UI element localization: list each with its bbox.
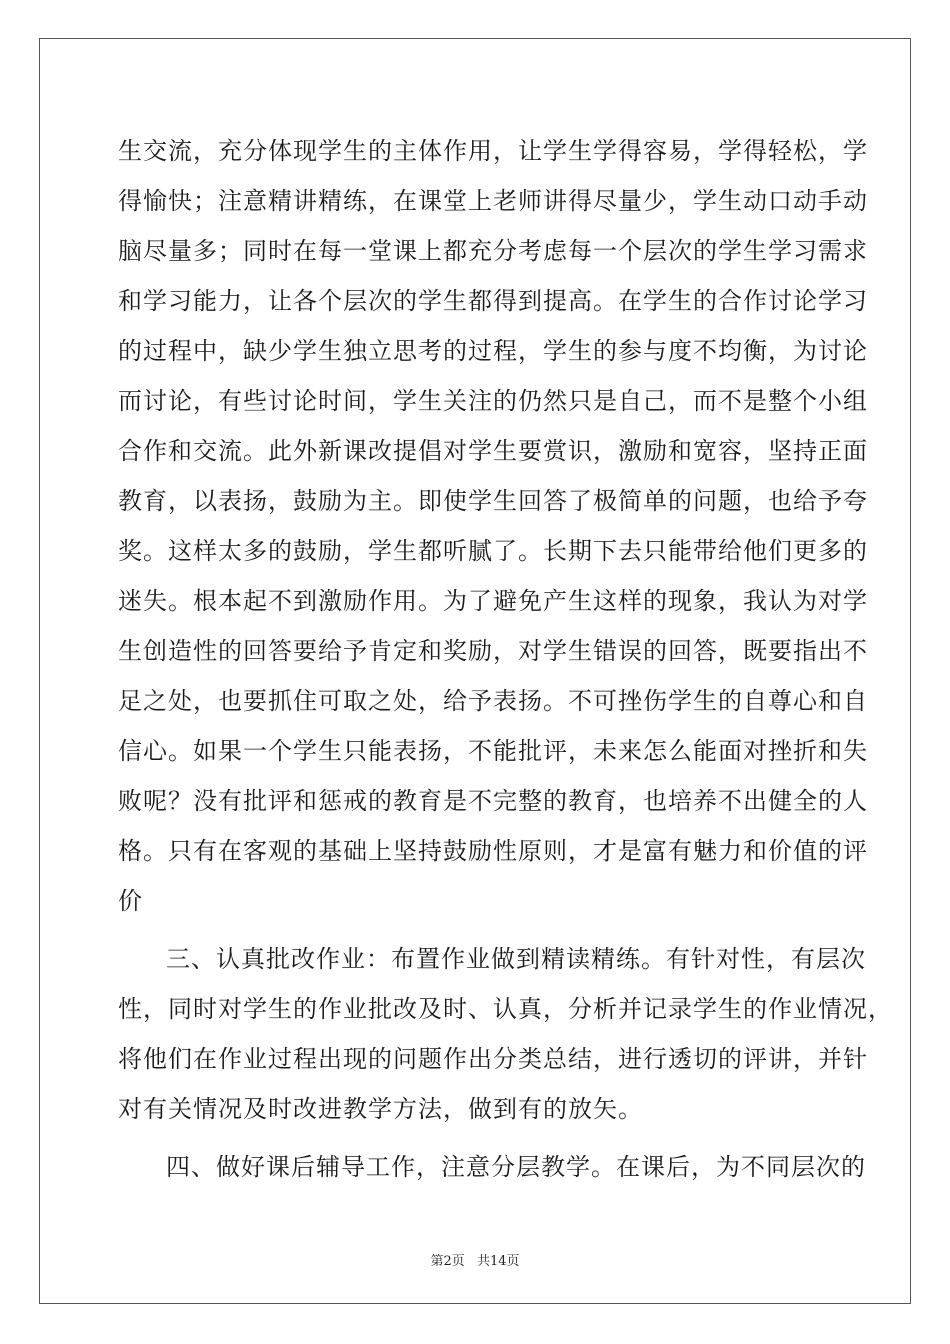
text-line: 格。只有在客观的基础上坚持鼓励性原则，才是富有魅力和价值的评 xyxy=(118,837,868,865)
text-line: 而讨论，有些讨论时间，学生关注的仍然只是自己，而不是整个小组 xyxy=(118,387,868,415)
text-line: 四、做好课后辅导工作，注意分层教学。在课后，为不同层次的 xyxy=(166,1153,866,1181)
text-line: 合作和交流。此外新课改提倡对学生要赏识，激励和宽容，坚持正面 xyxy=(118,437,868,465)
text-line: 脑尽量多；同时在每一堂课上都充分考虑每一个层次的学生学习需求 xyxy=(118,237,868,265)
text-line: 将他们在作业过程出现的问题作出分类总结，进行透切的评讲，并针 xyxy=(118,1045,868,1073)
text-line: 生创造性的回答要给予肯定和奖励，对学生错误的回答，既要指出不 xyxy=(118,637,868,665)
text-line: 价 xyxy=(118,887,143,915)
paragraph-gap xyxy=(118,1134,834,1142)
text-line: 败呢？没有批评和惩戒的教育是不完整的教育，也培养不出健全的人 xyxy=(118,787,868,815)
document-body xyxy=(118,126,893,1192)
text-line: 生交流，充分体现学生的主体作用，让学生学得容易，学得轻松，学 xyxy=(118,137,868,165)
text-line: 教育，以表扬，鼓励为主。即使学生回答了极简单的问题，也给予夸 xyxy=(118,487,868,515)
text-line: 得愉快；注意精讲精练，在课堂上老师讲得尽量少，学生动口动手动 xyxy=(118,187,868,215)
text-line: 奖。这样太多的鼓励，学生都听腻了。长期下去只能带给他们更多的 xyxy=(118,537,868,565)
text-line: 迷失。根本起不到激励作用。为了避免产生这样的现象，我认为对学 xyxy=(118,587,868,615)
paragraph-gap xyxy=(118,926,834,934)
page-total: 共14页 xyxy=(476,1254,520,1269)
text-line: 三、认真批改作业：布置作业做到精读精练。有针对性，有层次 xyxy=(166,945,866,973)
text-line: 足之处，也要抓住可取之处，给予表扬。不可挫伤学生的自尊心和自 xyxy=(118,687,868,715)
text-line: 的过程中，缺少学生独立思考的过程，学生的参与度不均衡，为讨论 xyxy=(118,337,868,365)
page-number: 第2页 xyxy=(430,1254,465,1269)
page-footer xyxy=(0,1250,950,1269)
text-line: 对有关情况及时改进教学方法，做到有的放矢。 xyxy=(118,1095,643,1123)
text-line: 信心。如果一个学生只能表扬，不能批评，未来怎么能面对挫折和失 xyxy=(118,737,868,765)
text-line: 和学习能力，让各个层次的学生都得到提高。在学生的合作讨论学习 xyxy=(118,287,868,315)
text-line: 性，同时对学生的作业批改及时、认真，分析并记录学生的作业情况， xyxy=(118,995,893,1023)
